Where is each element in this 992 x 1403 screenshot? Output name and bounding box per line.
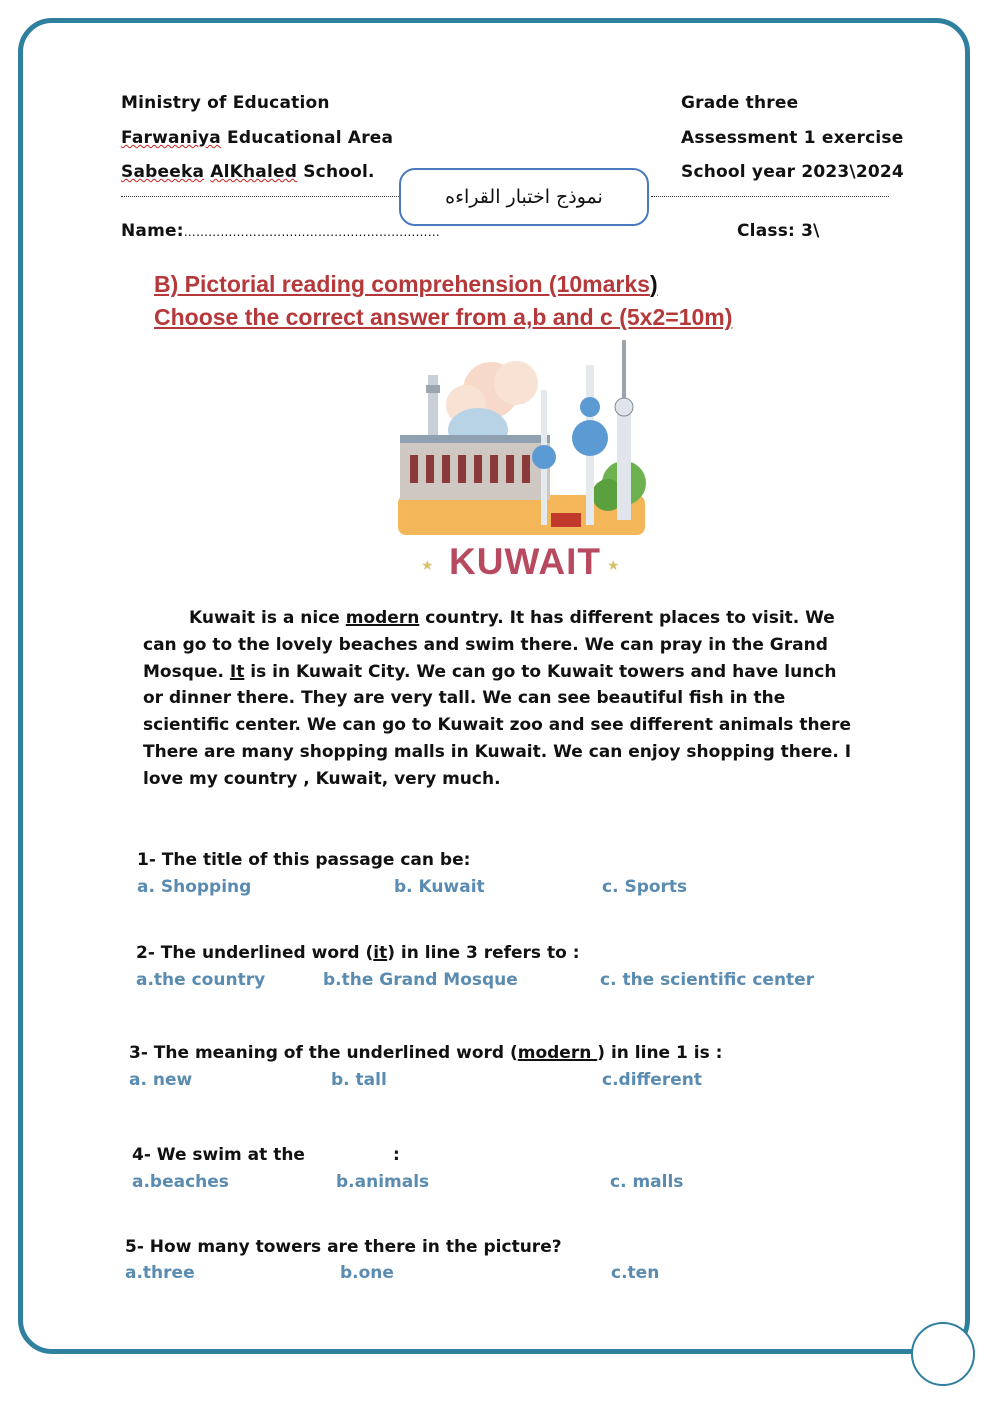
question-3 [129,1043,722,1063]
school-year-label: School year 2023\2024 [681,162,904,182]
passage-line-6: There are many shopping malls in Kuwait. We can enjoy shopping there. I [143,741,852,762]
passage-line-5: scientific center. We can go to Kuwait zoo and see different animals there [143,715,851,736]
school-rest: School. [297,162,375,182]
q2-underlined: it [373,943,388,963]
q3-option-b[interactable]: b. tall [331,1070,387,1090]
underlined-word-it: It [229,661,245,682]
question-4-colon: : [393,1145,400,1165]
q5-option-a[interactable]: a.three [125,1263,195,1283]
q1-option-b[interactable]: b. Kuwait [394,877,485,897]
q2-text-pre: 2- The underlined word ( [136,943,374,963]
tower-tall-ball [615,398,633,416]
passage-line-7: love my country , Kuwait, very much. [143,768,501,789]
school-word-2: AlKhaled [210,162,298,182]
divider-right [651,196,889,197]
q3-text-post: ) in line 1 is : [597,1043,723,1063]
tower-main-ball-2 [580,397,600,417]
school-word-1: Sabeeka [121,162,205,182]
q2-text-post: ) in line 3 refers to : [387,943,580,963]
corner-circle [911,1322,975,1386]
q4-option-a[interactable]: a.beaches [132,1172,229,1192]
q3-option-c[interactable]: c.different [602,1070,702,1090]
q4-option-b[interactable]: b.animals [336,1172,430,1192]
section-title-paren: ) [649,271,658,297]
q4-option-c[interactable]: c. malls [610,1172,684,1192]
kuwait-illustration [396,335,651,540]
question-5: 5- How many towers are there in the picture? [125,1237,562,1257]
q1-option-a[interactable]: a. Shopping [137,877,252,897]
passage-text: country. It has different places to visit. We [419,608,835,628]
q2-option-c[interactable]: c. the scientific center [600,970,815,990]
q5-option-b[interactable]: b.one [340,1263,394,1283]
grade-label: Grade three [681,93,799,113]
arabic-title-box [399,168,649,226]
cloud-2 [494,361,538,405]
area-rest: Educational Area [220,128,394,148]
passage-line-2: can go to the lovely beaches and swim there. We can pray in the Grand [143,634,828,655]
mosque-roof [400,435,550,443]
passage-line-1 [143,605,873,632]
section-title-text: B) Pictorial reading comprehension (10marks [154,271,650,297]
area-label [121,128,393,148]
q2-option-a[interactable]: a.the country [136,970,266,990]
passage-text: is in Kuwait City. We can go to Kuwait towers and have lunch [244,661,837,682]
kuwait-caption: KUWAIT [449,541,601,582]
q3-text-pre: 3- The meaning of the underlined word ( [129,1043,518,1063]
reading-passage [143,605,873,793]
arabic-title: نموذج اختبار القراءه [445,186,603,208]
tower-main-ball-1 [572,420,608,456]
tower-small-ball [532,445,556,469]
passage-line-4: or dinner there. They are very tall. We can see beautiful fish in the [143,688,786,709]
class-label: Class: 3\ [737,221,820,241]
passage-text: Kuwait is a nice [189,608,346,628]
question-1: 1- The title of this passage can be: [137,850,471,870]
q3-underlined: modern [517,1043,598,1063]
name-field [121,221,440,241]
minaret-top [426,385,440,393]
star-icon-left: ★ [421,558,434,574]
q2-option-b[interactable]: b.the Grand Mosque [323,970,518,990]
q5-option-c[interactable]: c.ten [611,1263,660,1283]
divider-left [121,196,399,197]
star-icon-right: ★ [607,558,620,574]
assessment-label: Assessment 1 exercise [681,128,904,148]
section-title [154,271,658,298]
question-4: 4- We swim at the [132,1145,305,1165]
q3-option-a[interactable]: a. new [129,1070,193,1090]
question-2 [136,943,580,963]
tower-tall [617,410,631,520]
section-instruction: Choose the correct answer from a,b and c (5x2=10m) [154,304,733,330]
passage-text: Mosque. [143,661,230,682]
area-name: Farwaniya [121,128,221,148]
school-label [121,162,375,182]
building-small [551,513,581,527]
underlined-word-modern: modern [345,608,420,628]
passage-line-3 [143,659,873,686]
name-label: Name: [121,221,184,241]
ministry-label: Ministry of Education [121,93,330,113]
q1-option-c[interactable]: c. Sports [602,877,688,897]
name-dots: ……………………………………………………… [183,225,440,239]
